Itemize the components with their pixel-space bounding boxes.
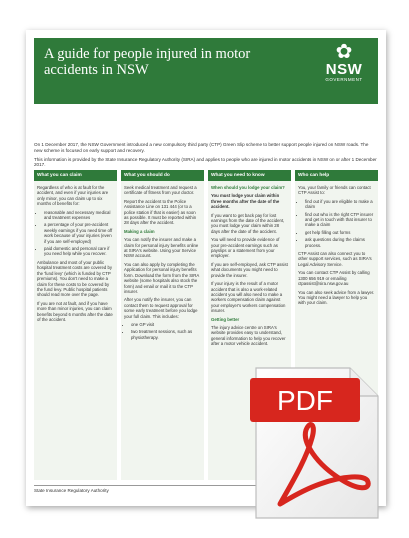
- info-column: [121, 170, 204, 480]
- bullet-list: [298, 199, 375, 248]
- section-subheading: Getting better: [211, 316, 240, 322]
- paragraph: Regardless of who is at fault for the accident, and even if your injuries are only minor, you can claim up to six months of benefits for:: [37, 185, 109, 207]
- bullet-item: • find out if you are eligible to make a claim: [305, 199, 375, 210]
- paragraph: CTP Assist can also connect you to other support services, such as SIRA's Legal Advisory Service.: [298, 251, 372, 267]
- paragraph: Report the accident to the Police Assistance Line on 131 444 (or to a police station if that is easier) as soon as possible. It must be reported within 28 days after the accident.: [124, 198, 197, 226]
- section-subheading: Making a claim: [124, 228, 155, 234]
- paragraph: You will need to provide evidence of your pre-accident earnings such as payslips or a statement from your employer.: [211, 237, 280, 259]
- column-heading: What you need to know: [208, 170, 291, 181]
- document-title: A guide for people injured in motor accidents in NSW: [44, 46, 251, 78]
- bold-paragraph: You must lodge your claim within three months after the date of the accident.: [211, 193, 280, 210]
- section-subheading: When should you lodge your claim?: [211, 185, 285, 190]
- column-heading: What you can claim: [34, 170, 117, 181]
- bullet-list: [37, 210, 114, 257]
- paragraph: If you are not at fault, and if you have more than minor injuries, you can claim benefits beyond 6 months after the date of the accident.: [37, 300, 113, 322]
- column-heading: Who can help: [295, 170, 378, 181]
- pdf-file-icon[interactable]: [250, 364, 384, 522]
- waratah-flower-icon: ✿: [335, 41, 353, 63]
- nsw-government-logo: [318, 42, 370, 82]
- bullet-item: • find out who is the right CTP insurer and get in touch with that insurer to make a claim: [305, 212, 375, 228]
- bullet-item: • one GP visit: [131, 322, 201, 327]
- intro-paragraph: This information is provided by the State Insurance Regulatory Authority (SIRA) and applies to people who are injured in motor accidents in NSW on or after 1 December 2017.: [34, 156, 377, 168]
- paragraph: If your injury is the result of a motor accident that is also a work-related accident you will also need to make a workers compensation claim against your employer's workers compensation insurer.: [211, 281, 286, 314]
- bullet-item: • ask questions during the claims process.: [305, 237, 375, 248]
- logo-nsw-text: NSW: [325, 61, 363, 78]
- paragraph: Seek medical treatment and request a certificate of fitness from your doctor.: [124, 185, 197, 196]
- paragraph: You can notify the insurer and make a claim for personal injury benefits online at SIRA's website. Using your Service NSW account.: [124, 237, 199, 259]
- footer-text: State Insurance Regulatory Authority: [34, 488, 109, 493]
- paragraph: If you want to get back pay for lost earnings from the date of the accident, you must lodge your claim within 28 days after the date of the accident.: [211, 212, 285, 234]
- title-banner: [34, 38, 378, 104]
- paragraph: You can also apply by completing the Application for personal injury benefits form. Download the form from the SIRA website (some hospitals also stock the form) and email or mail it to the CTP insurer.: [124, 261, 199, 294]
- paragraph: After you notify the insurer, you can contact them to request approval for some early treatment before you lodge your full claim. This includes:: [124, 297, 198, 319]
- bullet-item: • two treatment sessions, such as physiotherapy.: [131, 329, 201, 340]
- bullet-item: • paid domestic and personal care if you need help while you recover.: [44, 246, 114, 257]
- paragraph: You, your family or friends can contact CTP Assist to:: [298, 185, 371, 196]
- column-body: [121, 181, 204, 480]
- paragraph: If you are self-employed, ask CTP assist what documents you might need to provide the insurer.: [211, 261, 288, 278]
- column-heading: What you should do: [121, 170, 204, 181]
- bullet-item: • a percentage of your pre-accident weekly earnings if you need time off work because of your injuries (even if you are self-employed): [44, 222, 114, 244]
- paragraph: Ambulance and most of your public hospital treatment costs are covered by the 'fund levy' (which is funded by CTP premiums). You don't need to make a claim for these costs to be covered by the fund levy. Public hospital patients should read more over the page.: [37, 259, 112, 298]
- paragraph: You can contact CTP Assist by calling 1300 656 919 or emailing ctpassist@sira.nsw.gov.au: [298, 270, 370, 287]
- intro-paragraph: On 1 December 2017, the NSW Government introduced a new compulsory third party (CTP) Green Slip scheme to better support people injured on NSW roads. The new scheme is focused on early support and recovery.: [34, 142, 369, 153]
- bullet-item: • get help filling out forms: [305, 230, 375, 235]
- pdf-label: PDF: [277, 385, 333, 416]
- info-column: [34, 170, 117, 480]
- bullet-list: [124, 322, 201, 340]
- logo-government-text: GOVERNMENT: [325, 77, 363, 82]
- paragraph: The injury advice centre on SIRA's website provides easy to understand, general information to help you recover after a motor vehicle accident.: [211, 324, 286, 347]
- bullet-item: • reasonable and necessary medical and treatment expenses: [44, 210, 114, 221]
- intro-text: [34, 142, 378, 171]
- column-body: [34, 181, 117, 480]
- paragraph: You can also seek advice from a lawyer. You might need a lawyer to help you with your claim.: [298, 289, 375, 306]
